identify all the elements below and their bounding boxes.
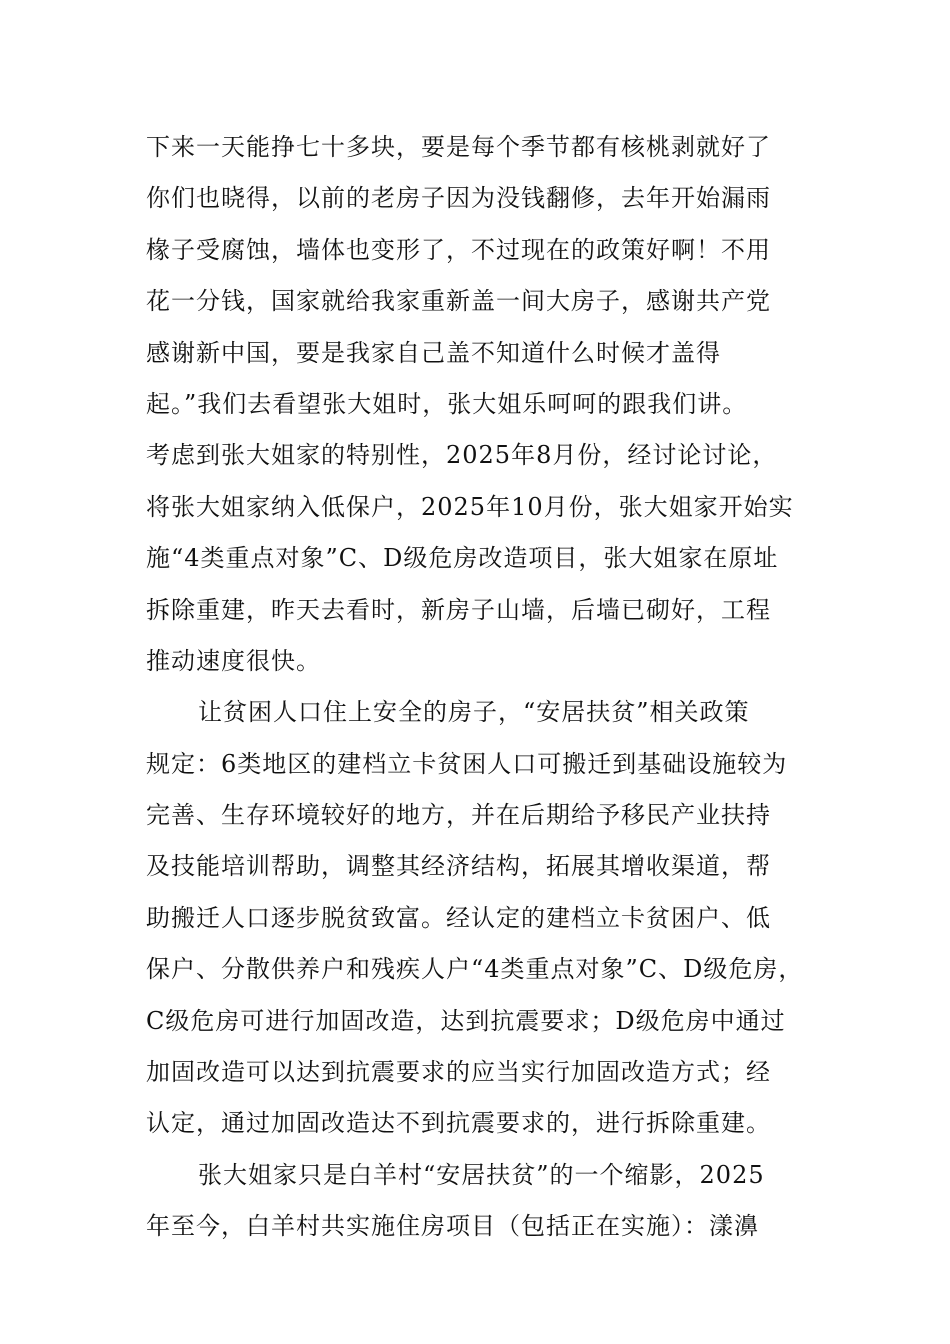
text-line: C级危房可进行加固改造，达到抗震要求；D级危房中通过 xyxy=(146,1006,786,1035)
text-line: 你们也晓得，以前的老房子因为没钱翻修，去年开始漏雨 xyxy=(146,184,771,213)
paragraph-start-line: 让贫困人口住上安全的房子，“安居扶贫”相关政策 xyxy=(198,698,750,727)
text-line: 花一分钱，国家就给我家重新盖一间大房子，感谢共产党 xyxy=(146,287,771,316)
text-line: 助搬迁人口逐步脱贫致富。经认定的建档立卡贫困户、低 xyxy=(146,903,771,932)
text-line: 椽子受腐蚀，墙体也变形了，不过现在的政策好啊！不用 xyxy=(146,235,771,264)
text-line: 将张大姐家纳入低保户，2025年10月份，张大姐家开始实 xyxy=(146,492,794,521)
text-line: 加固改造可以达到抗震要求的应当实行加固改造方式；经 xyxy=(146,1058,771,1087)
text-line: 及技能培训帮助，调整其经济结构，拓展其增收渠道，帮 xyxy=(146,852,771,881)
text-line: 考虑到张大姐家的特别性，2025年8月份，经讨论讨论， xyxy=(146,441,778,470)
text-line: 施“4类重点对象”C、D级危房改造项目，张大姐家在原址 xyxy=(146,544,779,573)
text-line: 下来一天能挣七十多块，要是每个季节都有核桃剥就好了 xyxy=(146,133,771,161)
text-line: 规定：6类地区的建档立卡贫困人口可搬迁到基础设施较为 xyxy=(146,749,788,778)
paragraph-start-line: 张大姐家只是白羊村“安居扶贫”的一个缩影，2025 xyxy=(198,1160,765,1189)
text-line: 起。”我们去看望张大姐时，张大姐乐呵呵的跟我们讲。 xyxy=(146,389,748,418)
text-line: 感谢新中国，要是我家自己盖不知道什么时候才盖得 xyxy=(146,338,721,367)
text-line: 推动速度很快。 xyxy=(146,646,321,675)
text-line: 认定，通过加固改造达不到抗震要求的，进行拆除重建。 xyxy=(146,1109,771,1138)
text-line: 保户、分散供养户和残疾人户“4类重点对象”C、D级危房， xyxy=(146,955,804,984)
body-text xyxy=(146,122,836,1253)
text-line: 拆除重建，昨天去看时，新房子山墙，后墙已砌好，工程 xyxy=(146,595,771,624)
text-line: 完善、生存环境较好的地方，并在后期给予移民产业扶持 xyxy=(146,801,771,830)
text-line: 年至今，白羊村共实施住房项目（包括正在实施）：漾濞 xyxy=(146,1212,759,1241)
